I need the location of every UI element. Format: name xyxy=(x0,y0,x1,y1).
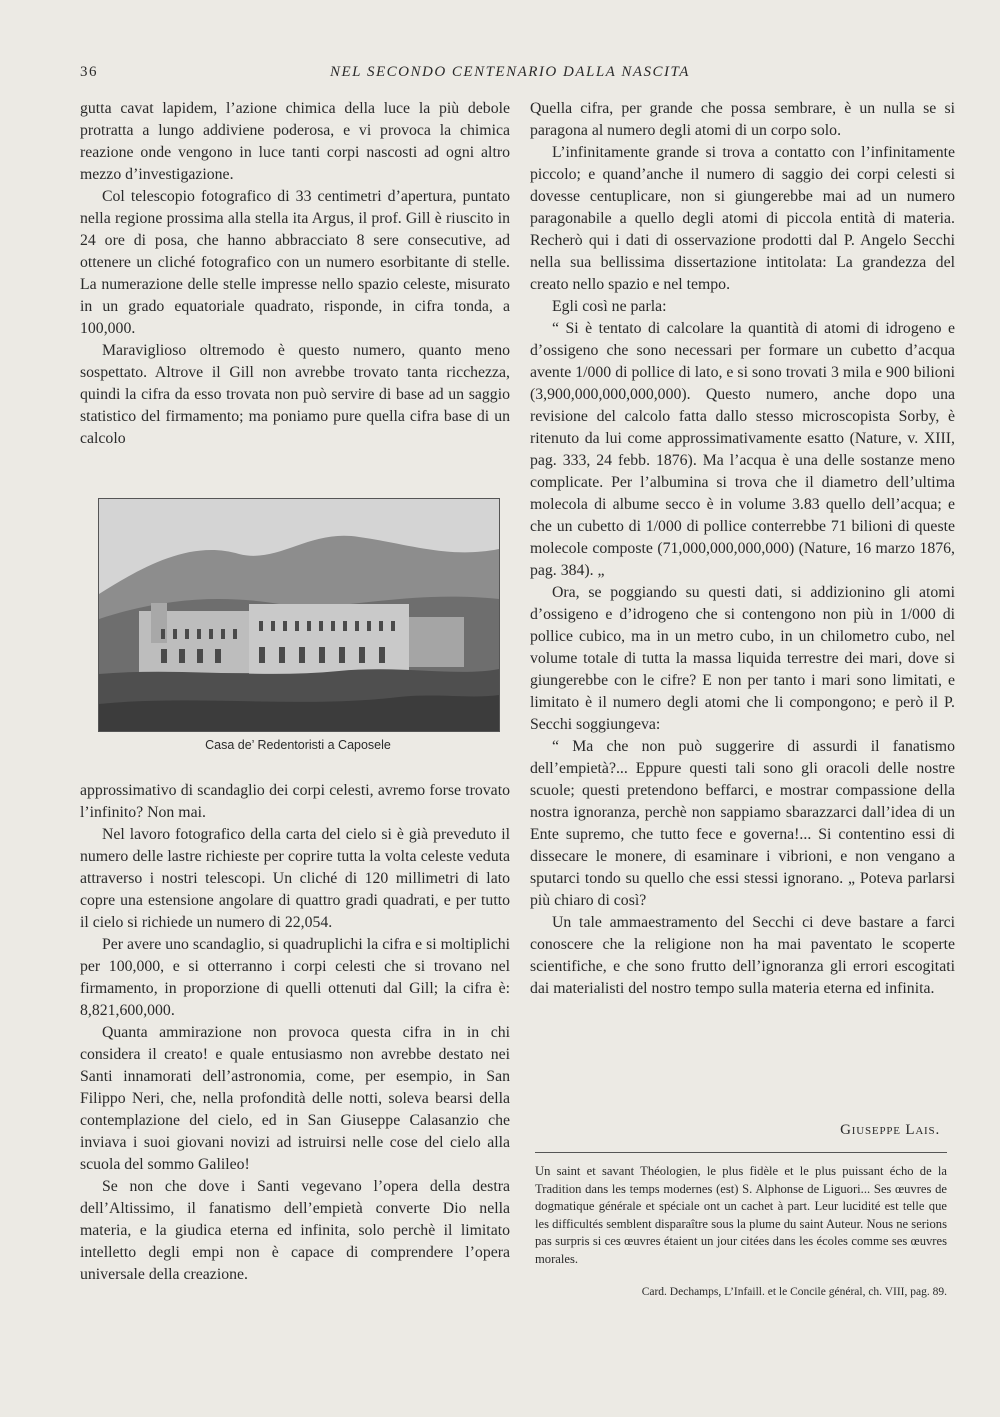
paragraph: Col telescopio fotografico di 33 centimetri d’apertura, puntato nella regione prossima alla stella ita Argus, il prof. Gill è riuscito in 24 ore di posa, che hanno abbracciato 8 sere consecutive, ad ottenere un cliché fotografico con un numero esorbitante di stelle. La numerazione delle stelle impresse nello spazio celeste, misurato in un grado equatoriale quadrato, risponde, in cifra tonda, a 100,000. xyxy=(80,188,510,337)
running-title: NEL SECONDO CENTENARIO DALLA NASCITA xyxy=(330,64,690,80)
paragraph: Quanta ammirazione non provoca questa cifra in in chi considera il creato! e quale entusiasmo non avrebbe destato nei Santi innamorati dell’astronomia, come, per esempio, in San Filippo Neri, che, nella profondità delle notti, soleva bearsi della contemplazione del cielo, ed in San Giuseppe Calasanzio che inviava i suoi giovani novizi ad istruirsi nelle cose del cielo alla scuola del sommo Galileo! xyxy=(80,1024,510,1173)
right-column xyxy=(530,98,955,1000)
paragraph: L’infinitamente grande si trova a contatto con l’infinitamente piccolo; e quand’anche il numero di saggio dei corpi celesti si dovesse centuplicare, non si giungerebbe mai ad un numero paragonabile a quello degli atomi di piccola entità di materia. Recherò qui i dati di osservazione prodotti dal P. Angelo Secchi nella sua bellissima dissertazione intitolata: La grandezza del creato nello spazio e nel tempo. xyxy=(530,144,955,293)
paragraph: “ Si è tentato di calcolare la quantità di atomi di idrogeno e d’ossigeno che sono necessari per formare un cubetto d’acqua avente 1/000 di pollice di lato, e si sono trovati 3 mila e 900 bilioni (3,900,000,000,000,000). Questo numero, anche dopo una revisione del calcolo fatta dallo stesso microscopista Sorby, è ritenuto da lui come approssimativamente esatto (Nature, v. XIII, pag. 333, 24 febb. 1876). Ma l’acqua è una delle sostanze meno complicate. Per l’albumina si trova che il diametro dell’ultima molecola di albume secco è in volume 3.83 quello dell’acqua; e che un cubetto di 1/000 di pollice conterrebbe 71 bilioni di queste molecole composte (71,000,000,000,000) (Nature, 16 marzo 1876, pag. 384). „ xyxy=(530,320,955,579)
left-column-upper xyxy=(80,98,510,450)
paragraph: approssimativo di scandaglio dei corpi celesti, avremo forse trovato l’infinito? Non mai. xyxy=(80,782,510,821)
paragraph: Se non che dove i Santi vegevano l’opera della destra dell’Altissimo, il fanatismo dell’empietà converte Dio nella materia, e la giudica eterna ed infinita, solo perchè il limitato intelletto degli empi non è capace di comprendere l’opera universale della creazione. xyxy=(80,1178,510,1283)
monastery-photo xyxy=(99,499,499,731)
paragraph: gutta cavat lapidem, l’azione chimica della luce la più debole protratta a lungo addiviene poderosa, e vi provoca la chimica reazione onde vengono in luce tanti corpi nascosti ad ogni altro mezzo d’investigazione. xyxy=(80,100,510,183)
paragraph: Ora, se poggiando su questi dati, si addizionino gli atomi d’ossigeno e d’idrogeno che si contengono non più in 1/000 di pollice cubico, ma in un metro cubo, in un chilometro cubo, nel volume totale di tutta la massa liquida terrestre dei mari, dove si giungerebbe con le cifre? E non per tanto i mari sono limitati, e limitato è il numero degli atomi che li compongono; e però il P. Secchi soggiungeva: xyxy=(530,584,955,733)
paragraph: Maraviglioso oltremodo è questo numero, quanto meno sospettato. Altrove il Gill non avrebbe trovato tanta ricchezza, quindi la cifra da esso trovata non può servire di base ad un saggio statistico del firmamento; ma poniamo pure quella cifra base di un calcolo xyxy=(80,342,510,447)
figure-caption: Casa de’ Redentoristi a Caposele xyxy=(205,738,391,752)
footnote-text: Un saint et savant Théologien, le plus fidèle et le plus puissant écho de la Tradition dans les temps modernes (est) S. Alphonse de Liguori... Ses œuvres de dogmatique générale et spéciale ont un cachet à part. Leur lucidité est telle que les difficultés semblent disparaître sous la plume du saint Auteur. Nous ne serions pas surpris si ces œuvres étaient un jour citées dans les écoles comme ses œuvres morales. xyxy=(535,1164,947,1266)
paragraph: Egli così ne parla: xyxy=(552,298,667,315)
author-signature: Giuseppe Lais. xyxy=(840,1122,940,1138)
footnote-citation: Card. Dechamps, L’Infaill. et le Concile général, ch. VIII, pag. 89. xyxy=(641,1286,947,1298)
page-number: 36 xyxy=(80,64,98,80)
paragraph: Quella cifra, per grande che possa sembrare, è un nulla se si paragona al numero degli atomi di un corpo solo. xyxy=(530,100,955,139)
paragraph: Un tale ammaestramento del Secchi ci deve bastare a farci conoscere che la religione non ha mai paventato le scoperte scientifiche, e che sono frutto dell’ignoranza gli errori escogitati dai materialisti del nostro tempo sulla materia eterna ed infinita. xyxy=(530,914,955,997)
paragraph: Per avere uno scandaglio, si quadruplichi la cifra e si moltiplichi per 100,000, e si otterranno i corpi celesti che si trovano nel firmamento, in proporzione di quelli ottenuti dal Gill; la cifra è: 8,821,600,000. xyxy=(80,936,510,1019)
photo-figure xyxy=(98,498,500,732)
paragraph: Nel lavoro fotografico della carta del cielo si è già preveduto il numero delle lastre richieste per coprire tutta la volta celeste veduta attraverso i nostri telescopi. Un cliché di 120 millimetri di lato copre una estensione angolare di quattro gradi quadrati, e per tutto il cielo si richiede un numero di 22,054. xyxy=(80,826,510,931)
left-column-lower xyxy=(80,780,510,1286)
paragraph: “ Ma che non può suggerire di assurdi il fanatismo dell’empietà?... Eppure questi tali sono gli oracoli delle nostre scuole; questi pretendono beffarci, e mostrar compassione della nostra ignoranza, perchè non sappiamo sbarazzarci dall’idea di un Ente supremo, che tutto fece e governa!... Si contentino essi di dissecare le monere, di esaminare i vibrioni, e non vengano a sputarci tondo su quello che essi stessi ignorano. „ Poteva parlarsi più chiaro di così? xyxy=(530,738,955,909)
page-header xyxy=(80,64,950,88)
footnote-divider xyxy=(535,1152,947,1153)
